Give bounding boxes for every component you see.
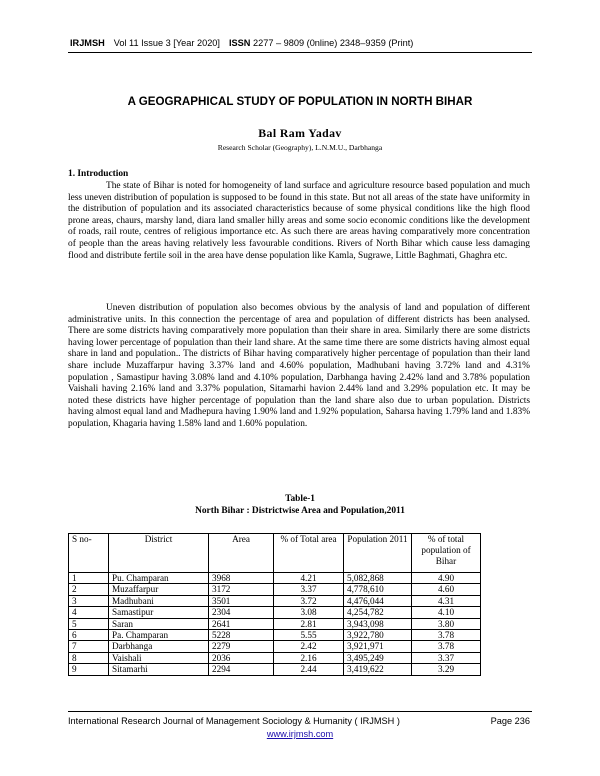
- footer-rule: [68, 711, 532, 712]
- cell-pct-population: 3.78: [412, 641, 481, 652]
- cell-area: 3172: [209, 584, 274, 595]
- issn-value: 2277 – 9809 (0nline) 2348–9359 (Print): [252, 38, 414, 48]
- cell-district: Madhubani: [109, 595, 209, 606]
- data-table: [68, 533, 481, 676]
- volume-info: Vol 11 Issue 3 [Year 2020]: [113, 38, 220, 48]
- table-row: [69, 573, 481, 584]
- journal-abbrev: IRJMSH: [70, 38, 105, 48]
- cell-district: Pu. Champaran: [109, 573, 209, 584]
- cell-area: 3501: [209, 595, 274, 606]
- running-footer: [68, 716, 532, 726]
- cell-sno: 4: [69, 607, 109, 618]
- cell-population: 3,921,971: [344, 641, 412, 652]
- cell-sno: 2: [69, 584, 109, 595]
- col-header-pct-area: % of Total area: [274, 534, 344, 573]
- cell-pct-area: 3.08: [274, 607, 344, 618]
- cell-population: 4,476,044: [344, 595, 412, 606]
- cell-area: 2294: [209, 664, 274, 675]
- table-row: [69, 584, 481, 595]
- table-caption: North Bihar : Districtwise Area and Population,2011: [195, 506, 405, 516]
- cell-area: 2304: [209, 607, 274, 618]
- cell-district: Saran: [109, 618, 209, 629]
- paragraph-2: Uneven distribution of population also becomes obvious by the analysis of land and population of different administrative units. In this connection the percentage of area and population of different districts has been analysed. There are some districts having comparatively more population than their share in area. Similarly there are some districts having lower percentage of population than their land share. At the same time there are some districts having almost equal share in land and population.. The districts of Bihar having comparatively higher percentage of population than their land share include Muzaffarpur having 3.37% land and 4.60% population, Madhubani having 3.72% land and 4.31% population , Samastipur having 3.08% land and 4.10% population, Darbhanga having 2.42% land and 3.78% population Vaishali having 2.16% land and 3.37% population, Sitamarhi havion 2.44% land and 3.29% population etc. It may be noted these districts have higher percentage of population than the land share also due to urban population. Districts having almost equal land and Madhepura having 1.90% land and 1.92% population, Saharsa having 1.79% land and 1.83% population, Khagaria having 1.58% land and 1.60% population.: [68, 303, 530, 429]
- col-header-area: Area: [209, 534, 274, 573]
- cell-pct-population: 3.78: [412, 630, 481, 641]
- cell-population: 3,922,780: [344, 630, 412, 641]
- cell-pct-area: 2.81: [274, 618, 344, 629]
- cell-pct-area: 2.44: [274, 664, 344, 675]
- col-header-sno: S no-: [69, 534, 109, 573]
- cell-pct-area: 3.72: [274, 595, 344, 606]
- cell-pct-population: 3.29: [412, 664, 481, 675]
- cell-district: Pa. Champaran: [109, 630, 209, 641]
- cell-pct-area: 2.42: [274, 641, 344, 652]
- cell-sno: 1: [69, 573, 109, 584]
- table-row: [69, 664, 481, 675]
- table-label: Table-1: [285, 494, 315, 504]
- cell-pct-population: 3.37: [412, 652, 481, 663]
- cell-population: 3,943,098: [344, 618, 412, 629]
- cell-population: 3,495,249: [344, 652, 412, 663]
- col-header-population: Population 2011: [344, 534, 412, 573]
- author-name: Bal Ram Yadav: [258, 126, 342, 140]
- author-affiliation: Research Scholar (Geography), L.N.M.U., Darbhanga: [217, 143, 383, 152]
- cell-population: 5,082,868: [344, 573, 412, 584]
- col-header-district: District: [109, 534, 209, 573]
- cell-area: 5228: [209, 630, 274, 641]
- cell-sno: 3: [69, 595, 109, 606]
- cell-sno: 8: [69, 652, 109, 663]
- cell-sno: 9: [69, 664, 109, 675]
- table-row: [69, 595, 481, 606]
- cell-area: 2036: [209, 652, 274, 663]
- table-row: [69, 641, 481, 652]
- cell-population: 4,778,610: [344, 584, 412, 595]
- cell-district: Muzaffarpur: [109, 584, 209, 595]
- cell-district: Samastipur: [109, 607, 209, 618]
- table-row: [69, 607, 481, 618]
- col-header-pct-population: % of total population of Bihar: [412, 534, 481, 573]
- cell-pct-area: 4.21: [274, 573, 344, 584]
- cell-district: Darbhanga: [109, 641, 209, 652]
- table-row: [69, 618, 481, 629]
- cell-district: Sitamarhi: [109, 664, 209, 675]
- cell-population: 3,419,622: [344, 664, 412, 675]
- issn-label: ISSN: [228, 38, 251, 48]
- section-heading: 1. Introduction: [68, 169, 129, 179]
- cell-area: 2279: [209, 641, 274, 652]
- paper-title: A GEOGRAPHICAL STUDY OF POPULATION IN NORTH BIHAR: [127, 95, 473, 108]
- cell-sno: 6: [69, 630, 109, 641]
- cell-sno: 5: [69, 618, 109, 629]
- running-header: [70, 38, 530, 48]
- cell-pct-area: 2.16: [274, 652, 344, 663]
- cell-pct-population: 3.80: [412, 618, 481, 629]
- header-rule: [68, 52, 532, 53]
- cell-population: 4,254,782: [344, 607, 412, 618]
- cell-pct-population: 4.60: [412, 584, 481, 595]
- footer-journal-name: International Research Journal of Management Sociology & Humanity ( IRJMSH ): [68, 716, 400, 726]
- cell-district: Vaishali: [109, 652, 209, 663]
- table-header-row: [69, 534, 481, 573]
- paragraph-1: The state of Bihar is noted for homogeneity of land surface and agriculture resource based population and much less uneven distribution of population is supposed to be found in this state. But not all areas of the state have uniformity in the distribution of population and its associated characteristics because of some physical conditions like the high flood prone areas, chaurs, marshy land, diara land smaller hilly areas and some socio economic conditions like the development of roads, rail route, centres of religious importance etc. As such there are areas having comparatively more concentration of people than the areas having relatively less favourable conditions. Rivers of North Bihar which cause less damaging flood and distribute fertile soil in the area have dense population like Kamla, Sugrawe, Little Baghmati, Ghaghra etc.: [68, 181, 530, 261]
- cell-area: 3968: [209, 573, 274, 584]
- cell-pct-population: 4.90: [412, 573, 481, 584]
- cell-pct-population: 4.31: [412, 595, 481, 606]
- cell-sno: 7: [69, 641, 109, 652]
- cell-area: 2641: [209, 618, 274, 629]
- journal-link[interactable]: www.irjmsh.com: [266, 729, 334, 739]
- cell-pct-area: 3.37: [274, 584, 344, 595]
- table-row: [69, 630, 481, 641]
- cell-pct-population: 4.10: [412, 607, 481, 618]
- cell-pct-area: 5.55: [274, 630, 344, 641]
- page-number: Page 236: [490, 716, 530, 726]
- table-row: [69, 652, 481, 663]
